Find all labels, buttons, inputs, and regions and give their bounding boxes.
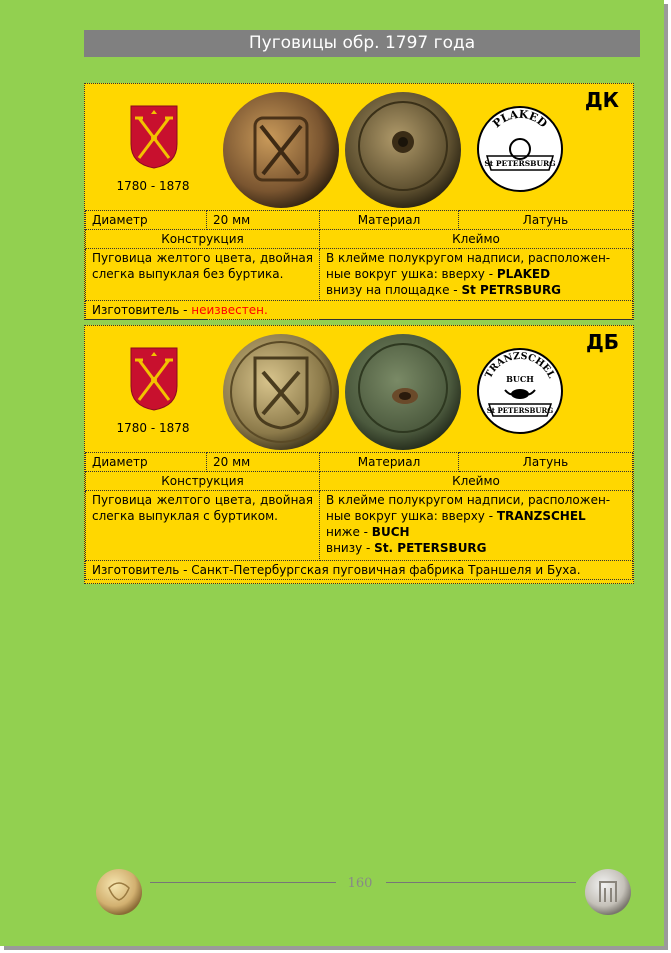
years-label: 1780 - 1878: [116, 421, 190, 435]
mark-label: Клеймо: [320, 472, 633, 491]
card-images: [85, 326, 633, 452]
material-value: Латунь: [459, 453, 633, 472]
maker-value: Санкт-Петербургская пуговичная фабрика Траншеля и Буха.: [191, 563, 581, 577]
button-code: ДБ: [585, 330, 619, 354]
maker-label: Изготовитель -: [92, 303, 192, 317]
button-back-photo: [343, 332, 463, 452]
stamp-mid-text: BUCH: [506, 374, 534, 384]
maker-stamp-icon: [475, 346, 565, 436]
stamp-top-text: TRANZSCHEL: [483, 350, 557, 381]
mark-line: ниже - BUCH: [326, 525, 410, 539]
diameter-label: Диаметр: [86, 453, 207, 472]
diameter-value: 20 мм: [207, 453, 320, 472]
diameter-value: 20 мм: [207, 211, 320, 230]
page-number: 160: [347, 876, 373, 891]
mark-line: ные вокруг ушка: вверху - TRANZSCHEL: [326, 509, 586, 523]
mark-line: внизу - St. PETERSBURG: [326, 541, 487, 555]
mark-line: В клейме полукругом надписи, расположен-: [326, 251, 611, 265]
button-code: ДК: [584, 88, 619, 112]
footer-coin-right-icon: [584, 868, 632, 916]
coat-of-arms-icon: [129, 104, 179, 170]
card-images: [85, 84, 633, 210]
button-card-db: [84, 325, 634, 584]
construction-text: Пуговица желтого цвета, двойная слегка выпуклая с буртиком.: [86, 491, 320, 561]
footer-rule-right: [386, 882, 576, 883]
material-label: Материал: [320, 453, 459, 472]
mark-line: В клейме полукругом надписи, расположен-: [326, 493, 611, 507]
years-label: 1780 - 1878: [116, 179, 190, 193]
button-spec-table: [85, 452, 633, 580]
page-title: Пуговицы обр. 1797 года: [84, 30, 640, 57]
mark-line: ные вокруг ушка: вверху - PLAKED: [326, 267, 551, 281]
maker-row: [86, 301, 633, 320]
material-label: Материал: [320, 211, 459, 230]
material-value: Латунь: [459, 211, 633, 230]
stamp-bottom-text: St PETERSBURG: [484, 159, 556, 168]
page-shadow-right: [664, 4, 668, 950]
button-card-dk: [84, 83, 634, 320]
maker-value: неизвестен.: [191, 303, 268, 317]
diameter-label: Диаметр: [86, 211, 207, 230]
maker-stamp-icon: [475, 104, 565, 194]
maker-label: Изготовитель -: [92, 563, 192, 577]
mark-line: внизу на площадке - St PETRSBURG: [326, 283, 562, 297]
mark-label: Клеймо: [320, 230, 633, 249]
construction-text: Пуговица желтого цвета, двойная слегка выпуклая без буртика.: [86, 249, 320, 301]
button-front-photo: [221, 90, 341, 210]
stamp-bottom-text: St PETERSBURG: [486, 406, 554, 415]
page-shadow-bottom: [4, 946, 668, 950]
maker-row: [86, 561, 633, 580]
coat-of-arms-icon: [129, 346, 179, 412]
mark-text: [320, 249, 633, 301]
construction-label: Конструкция: [86, 230, 320, 249]
mark-text: [320, 491, 633, 561]
footer-rule-left: [150, 882, 336, 883]
construction-label: Конструкция: [86, 472, 320, 491]
button-spec-table: [85, 210, 633, 320]
footer-coin-left-icon: [95, 868, 143, 916]
button-front-photo: [221, 332, 341, 452]
button-back-photo: [343, 90, 463, 210]
stamp-top-text: PLAKED: [490, 107, 550, 131]
